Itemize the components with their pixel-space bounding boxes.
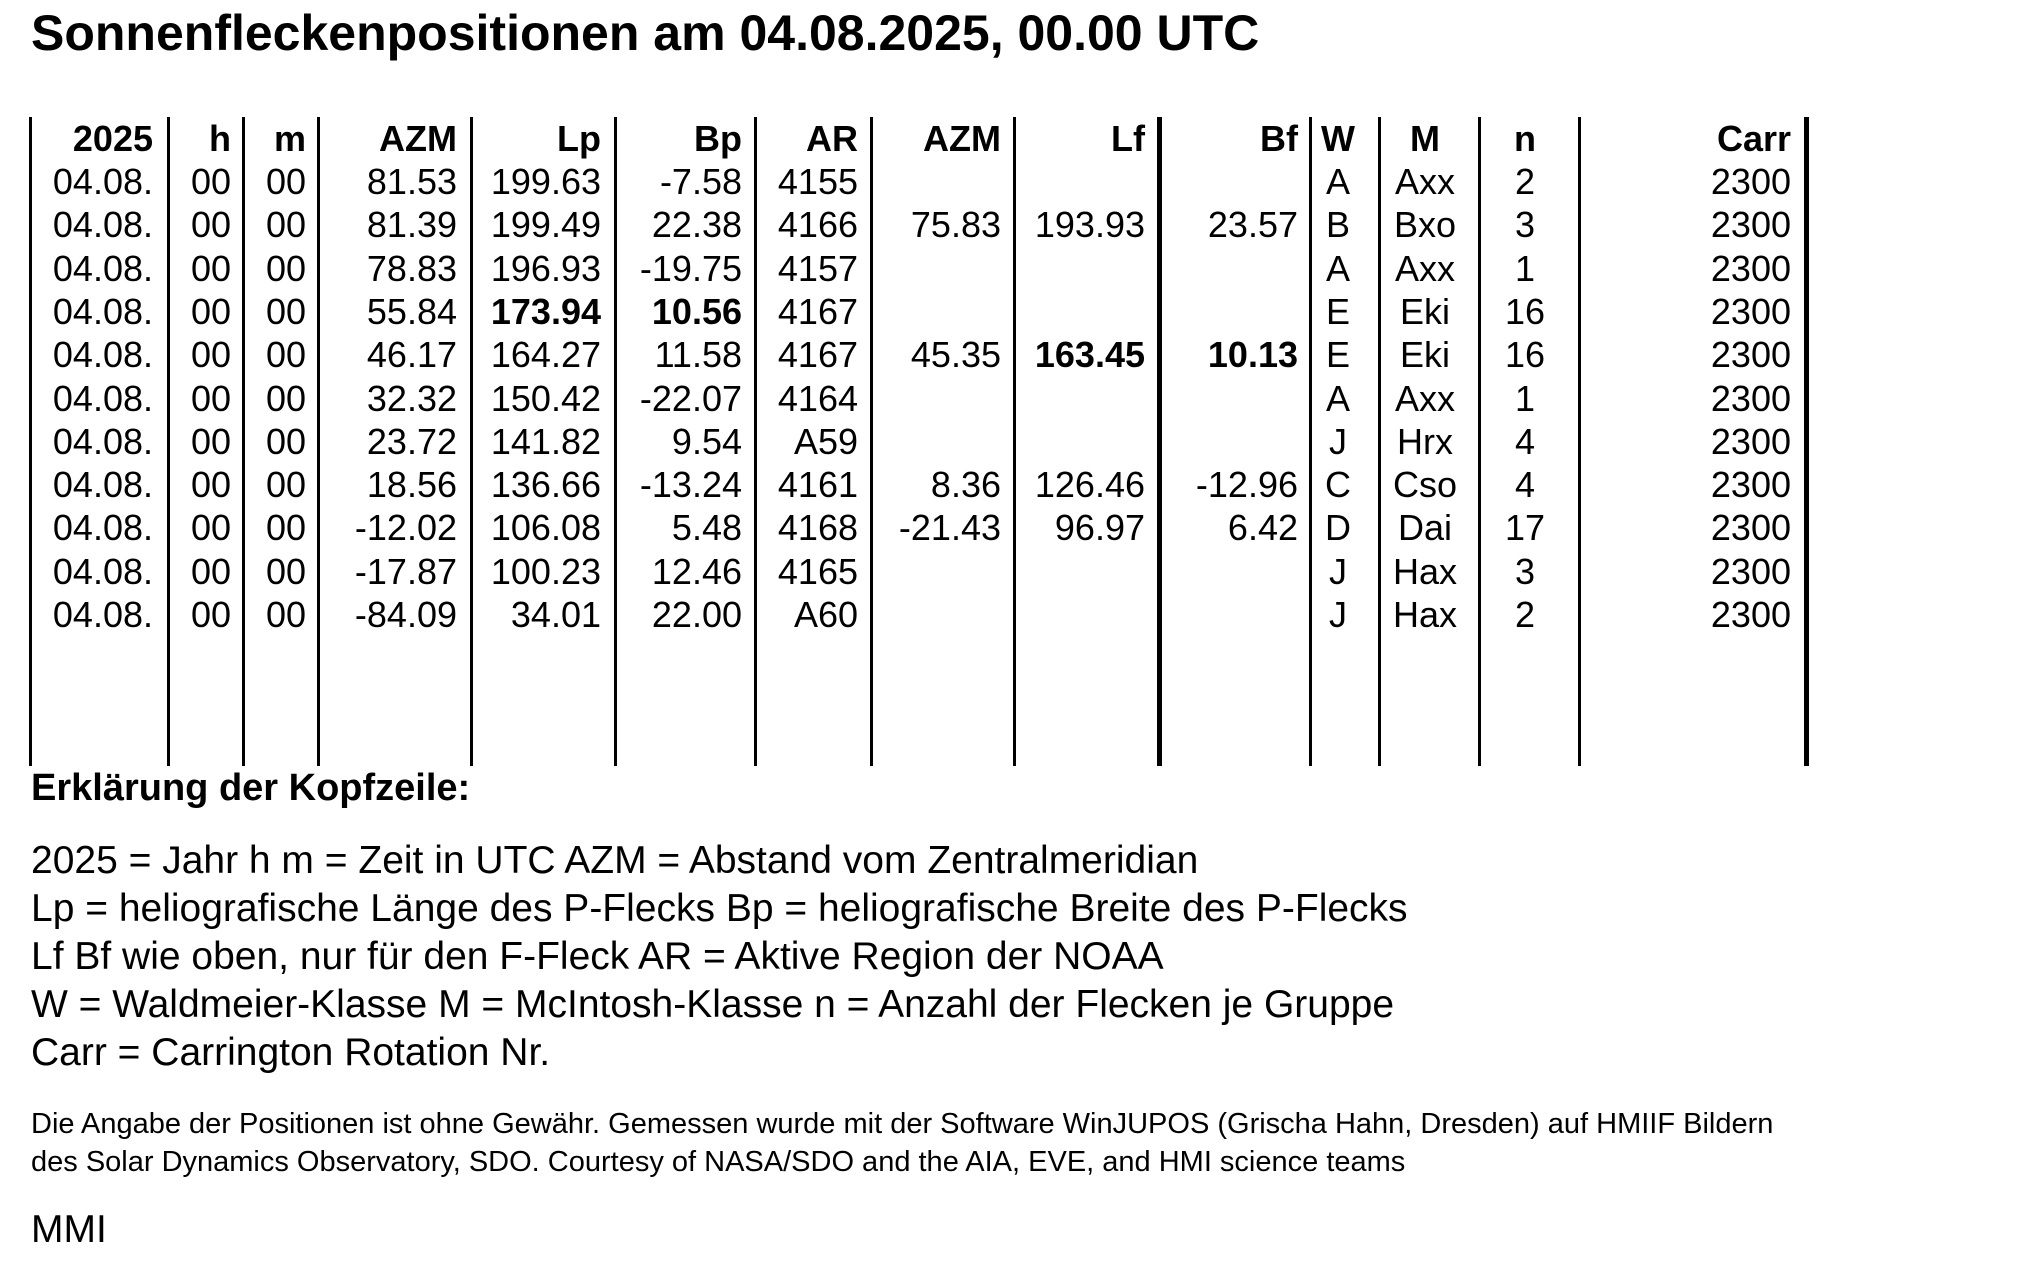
table-cell-carr: 2300 — [1710, 420, 1791, 462]
table-cell-lp: 199.49 — [490, 204, 601, 246]
table-cell-azm-p: 55.84 — [366, 290, 457, 332]
table-cell-h: 00 — [190, 464, 231, 506]
table-cell-lp: 136.66 — [490, 464, 601, 506]
column-header: W — [1321, 118, 1355, 159]
table-cell-ar: 4161 — [777, 464, 858, 506]
table-cell-bf: 10.13 — [1207, 334, 1298, 376]
column-header: M — [1410, 118, 1440, 159]
legend-line-2: Lp = heliografische Länge des P-Flecks Bp = heliografische Breite des P-Flecks — [31, 887, 1408, 930]
table-cell-date: 04.08. — [52, 161, 153, 202]
table-cell-date: 04.08. — [52, 507, 153, 549]
table-cell-m: 00 — [265, 334, 306, 376]
table-cell-w: A — [1325, 161, 1350, 202]
page-title: Sonnenfleckenpositionen am 04.08.2025, 00.00 UTC — [31, 5, 1260, 61]
table-cell-m: 00 — [265, 204, 306, 246]
table-cell-mc: Hax — [1392, 594, 1458, 635]
table-cell-h: 00 — [190, 204, 231, 246]
table-cell-lp: 173.94 — [490, 290, 601, 332]
table-cell-bp: 22.00 — [651, 594, 742, 635]
table-cell-w: B — [1325, 204, 1350, 246]
table-cell-azm-p: 18.56 — [366, 464, 457, 506]
table-cell-lf: 96.97 — [1054, 507, 1145, 549]
table-cell-w: J — [1329, 594, 1347, 635]
table-cell-date: 04.08. — [52, 377, 153, 419]
table-cell-azm-p: 81.39 — [366, 204, 457, 246]
column-header: h — [209, 118, 231, 159]
table-cell-n: 17 — [1504, 507, 1546, 549]
table-cell-mc: Eki — [1399, 290, 1450, 332]
table-cell-m: 00 — [265, 247, 306, 289]
table-cell-azm-p: 32.32 — [366, 377, 457, 419]
sunspot-table — [29, 117, 1808, 766]
table-cell-mc: Hrx — [1397, 420, 1453, 462]
table-cell-bp: -22.07 — [639, 377, 742, 419]
table-cell-bp: 11.58 — [654, 334, 742, 376]
table-cell-bf: -12.96 — [1195, 464, 1298, 506]
table-cell-h: 00 — [190, 507, 231, 549]
disclaimer-line-2: des Solar Dynamics Observatory, SDO. Courtesy of NASA/SDO and the AIA, EVE, and HMI science teams — [31, 1146, 1406, 1178]
column-header: AZM — [379, 118, 457, 159]
table-cell-azm-p: 23.72 — [366, 420, 457, 462]
table-cell-n: 3 — [1514, 550, 1536, 592]
column-header: Lp — [557, 118, 601, 159]
table-cell-mc: Axx — [1394, 247, 1455, 289]
table-cell-n: 1 — [1514, 377, 1536, 419]
table-cell-bp: 22.38 — [651, 204, 742, 246]
table-cell-w: C — [1325, 464, 1351, 506]
table-cell-lp: 141.82 — [490, 420, 601, 462]
table-cell-carr: 2300 — [1710, 204, 1791, 246]
table-cell-ar: 4164 — [777, 377, 858, 419]
column-divider — [1804, 117, 1809, 766]
table-cell-bp: 9.54 — [671, 420, 742, 462]
table-cell-carr: 2300 — [1710, 550, 1791, 592]
column-header: m — [273, 118, 306, 159]
legend-line-3: Lf Bf wie oben, nur für den F-Fleck AR = Aktive Region der NOAA — [31, 935, 1164, 978]
table-cell-azm-f: 75.83 — [910, 204, 1001, 246]
table-cell-carr: 2300 — [1710, 161, 1791, 202]
table-cell-ar: 4167 — [777, 290, 858, 332]
table-cell-n: 2 — [1514, 161, 1536, 202]
table-cell-bp: -7.58 — [659, 161, 742, 202]
table-cell-h: 00 — [190, 420, 231, 462]
table-cell-carr: 2300 — [1710, 247, 1791, 289]
table-cell-m: 00 — [265, 377, 306, 419]
table-cell-lp: 106.08 — [490, 507, 601, 549]
table-cell-w: J — [1329, 550, 1347, 592]
table-cell-lf: 193.93 — [1034, 204, 1145, 246]
table-cell-mc: Cso — [1392, 464, 1458, 506]
table-cell-carr: 2300 — [1710, 377, 1791, 419]
table-cell-bp: -19.75 — [639, 247, 742, 289]
column-header: Lf — [1111, 118, 1145, 159]
table-cell-n: 4 — [1514, 420, 1536, 462]
table-cell-lf: 126.46 — [1034, 464, 1145, 506]
column-header: AZM — [923, 118, 1001, 159]
table-cell-w: E — [1325, 290, 1350, 332]
table-cell-m: 00 — [265, 507, 306, 549]
table-cell-m: 00 — [265, 594, 306, 635]
legend-line-5: Carr = Carrington Rotation Nr. — [31, 1031, 551, 1074]
table-cell-azm-f: 45.35 — [910, 334, 1001, 376]
table-cell-bp: -13.24 — [639, 464, 742, 506]
table-cell-mc: Bxo — [1393, 204, 1457, 246]
table-cell-m: 00 — [265, 464, 306, 506]
table-cell-azm-f: -21.43 — [898, 507, 1001, 549]
legend-line-1: 2025 = Jahr h m = Zeit in UTC AZM = Abstand vom Zentralmeridian — [31, 839, 1199, 882]
table-cell-azm-f: 8.36 — [930, 464, 1001, 506]
table-cell-m: 00 — [265, 290, 306, 332]
table-cell-azm-p: -17.87 — [354, 550, 457, 592]
column-header: Bp — [694, 118, 742, 159]
signature: MMI — [31, 1208, 107, 1251]
column-header: Carr — [1716, 118, 1791, 159]
disclaimer-line-1: Die Angabe der Positionen ist ohne Gewähr. Gemessen wurde mit der Software WinJUPOS (Grischa Hahn, Dresden) auf HMIIF Bildern — [31, 1108, 1774, 1140]
table-cell-azm-p: 78.83 — [366, 247, 457, 289]
table-cell-ar: A59 — [793, 420, 858, 462]
table-cell-w: D — [1325, 507, 1351, 549]
table-cell-bp: 5.48 — [671, 507, 742, 549]
column-header: AR — [806, 118, 858, 159]
table-cell-n: 3 — [1514, 204, 1536, 246]
table-cell-date: 04.08. — [52, 247, 153, 289]
table-cell-date: 04.08. — [52, 290, 153, 332]
table-cell-ar: 4168 — [777, 507, 858, 549]
column-header: n — [1514, 118, 1536, 159]
table-cell-bf: 23.57 — [1207, 204, 1298, 246]
table-cell-n: 16 — [1504, 290, 1546, 332]
legend-title: Erklärung der Kopfzeile: — [31, 767, 471, 809]
table-cell-lp: 199.63 — [490, 161, 601, 202]
column-header: 2025 — [72, 118, 153, 159]
column-header: Bf — [1260, 118, 1298, 159]
table-cell-date: 04.08. — [52, 464, 153, 506]
table-cell-azm-p: 46.17 — [366, 334, 457, 376]
table-cell-m: 00 — [265, 161, 306, 202]
table-cell-carr: 2300 — [1710, 594, 1791, 635]
table-cell-h: 00 — [190, 550, 231, 592]
table-cell-date: 04.08. — [52, 420, 153, 462]
table-cell-mc: Hax — [1392, 550, 1458, 592]
table-cell-mc: Axx — [1394, 377, 1455, 419]
table-cell-m: 00 — [265, 550, 306, 592]
table-cell-h: 00 — [190, 161, 231, 202]
table-cell-lp: 196.93 — [490, 247, 601, 289]
table-cell-ar: 4166 — [777, 204, 858, 246]
table-cell-ar: A60 — [793, 594, 858, 635]
table-cell-mc: Eki — [1399, 334, 1450, 376]
table-cell-carr: 2300 — [1710, 290, 1791, 332]
table-cell-w: J — [1329, 420, 1347, 462]
table-cell-mc: Dai — [1397, 507, 1453, 549]
table-cell-n: 2 — [1514, 594, 1536, 635]
table-cell-bf: 6.42 — [1227, 507, 1298, 549]
table-cell-date: 04.08. — [52, 204, 153, 246]
table-cell-azm-p: -84.09 — [354, 594, 457, 635]
table-cell-m: 00 — [265, 420, 306, 462]
table-cell-lp: 164.27 — [490, 334, 601, 376]
table-cell-n: 1 — [1514, 247, 1536, 289]
table-cell-azm-p: 81.53 — [366, 161, 457, 202]
table-cell-carr: 2300 — [1710, 507, 1791, 549]
table-cell-carr: 2300 — [1710, 334, 1791, 376]
table-cell-h: 00 — [190, 247, 231, 289]
table-cell-azm-p: -12.02 — [354, 507, 457, 549]
table-cell-n: 16 — [1504, 334, 1546, 376]
table-cell-w: E — [1325, 334, 1350, 376]
table-cell-h: 00 — [190, 377, 231, 419]
table-cell-date: 04.08. — [52, 334, 153, 376]
table-cell-date: 04.08. — [52, 594, 153, 635]
table-cell-ar: 4155 — [777, 161, 858, 202]
table-cell-bp: 12.46 — [651, 550, 742, 592]
table-cell-n: 4 — [1514, 464, 1536, 506]
table-cell-mc: Axx — [1394, 161, 1455, 202]
table-cell-w: A — [1325, 247, 1350, 289]
legend-line-4: W = Waldmeier-Klasse M = McIntosh-Klasse n = Anzahl der Flecken je Gruppe — [31, 983, 1395, 1026]
table-cell-lp: 34.01 — [510, 594, 601, 635]
table-cell-ar: 4165 — [777, 550, 858, 592]
table-cell-lf: 163.45 — [1034, 334, 1145, 376]
table-cell-bp: 10.56 — [651, 290, 742, 332]
table-cell-ar: 4167 — [777, 334, 858, 376]
table-cell-h: 00 — [190, 290, 231, 332]
table-cell-h: 00 — [190, 334, 231, 376]
table-cell-lp: 100.23 — [490, 550, 601, 592]
table-cell-carr: 2300 — [1710, 464, 1791, 506]
table-cell-ar: 4157 — [777, 247, 858, 289]
table-cell-w: A — [1325, 377, 1350, 419]
table-cell-date: 04.08. — [52, 550, 153, 592]
table-cell-lp: 150.42 — [490, 377, 601, 419]
table-cell-h: 00 — [190, 594, 231, 635]
